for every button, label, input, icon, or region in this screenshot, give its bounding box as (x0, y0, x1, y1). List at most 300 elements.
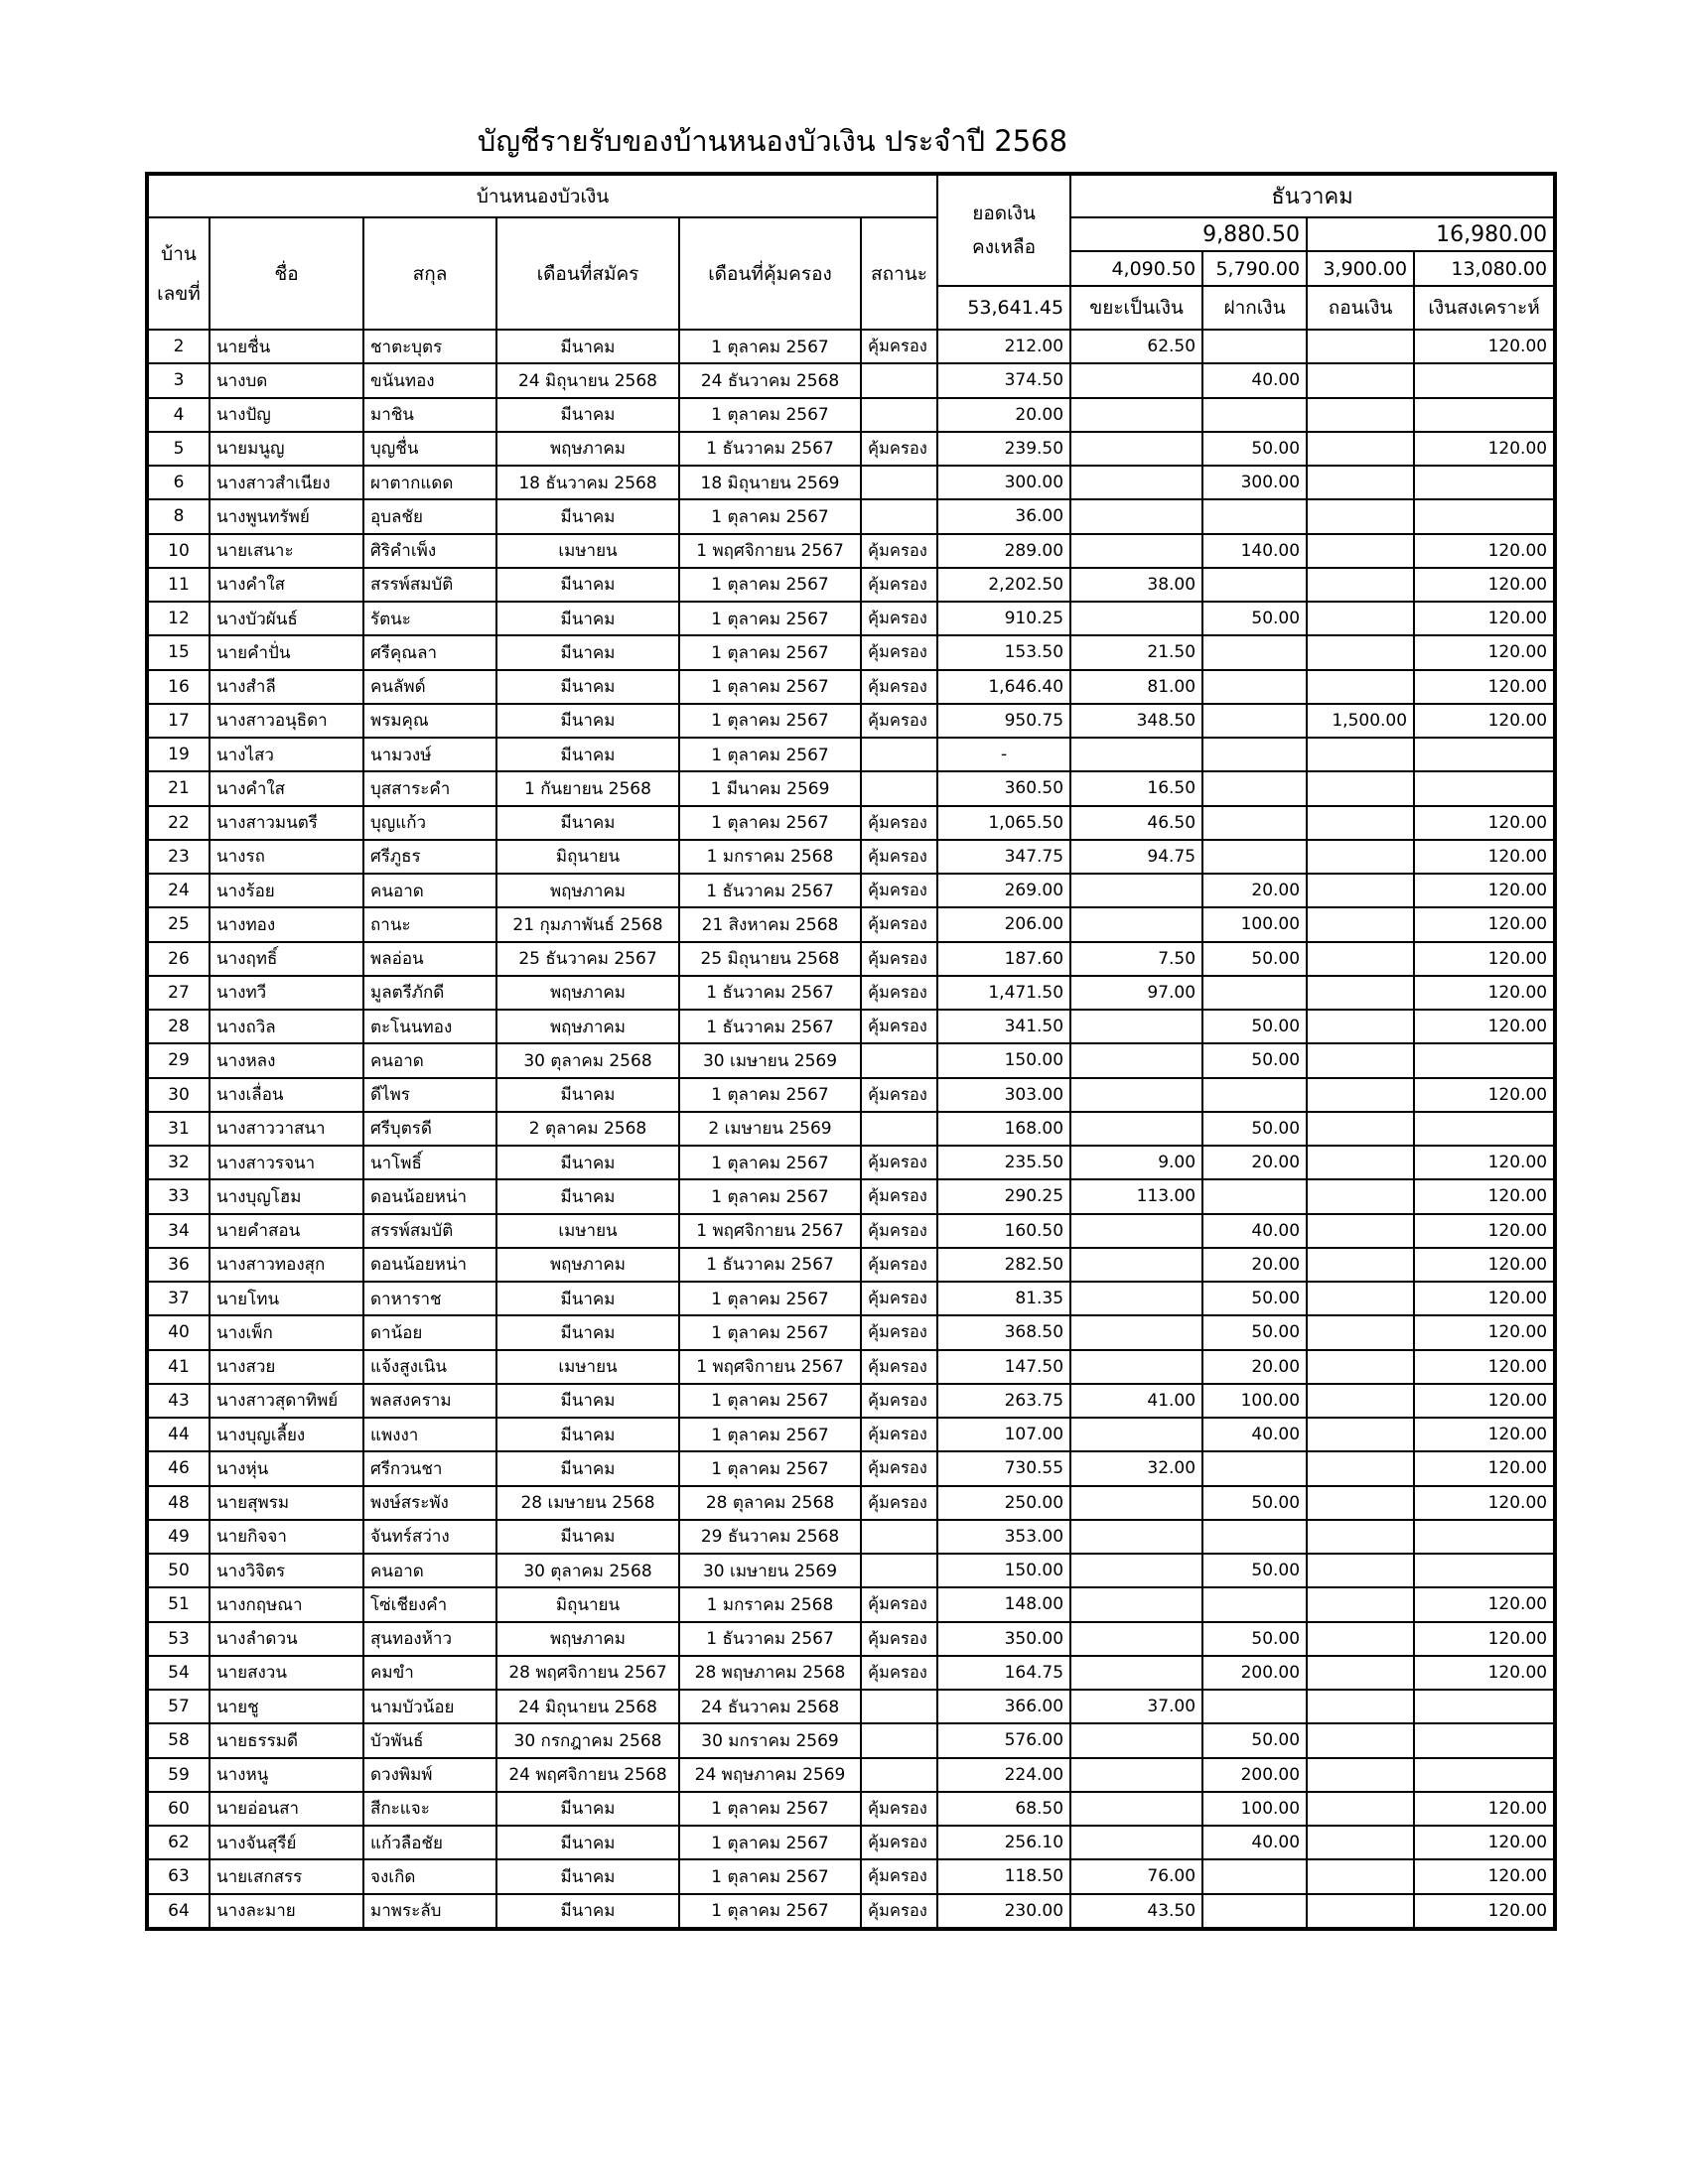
house-no-cell: 28 (148, 1010, 210, 1043)
subtotal-recycle: 4,090.50 (1070, 251, 1202, 286)
house-no-cell: 31 (148, 1112, 210, 1146)
status-cell (861, 1554, 937, 1587)
balance-cell: 263.75 (937, 1384, 1070, 1418)
recycle-cell: 21.50 (1070, 635, 1202, 669)
recycle-cell (1070, 738, 1202, 771)
apply-month-cell: เมษายน (496, 1214, 679, 1248)
recycle-cell: 38.00 (1070, 568, 1202, 602)
subtotal-welfare: 13,080.00 (1414, 251, 1554, 286)
coverage-month-cell: 1 พฤศจิกายน 2567 (679, 534, 861, 568)
deposit-cell: 50.00 (1202, 1043, 1307, 1077)
apply-month-cell: มีนาคม (496, 330, 679, 363)
withdraw-cell (1307, 1010, 1414, 1043)
table-row (148, 704, 1554, 738)
recycle-cell (1070, 466, 1202, 499)
apply-month-cell: 1 กันยายน 2568 (496, 771, 679, 805)
deposit-cell: 50.00 (1202, 602, 1307, 635)
table-row (148, 432, 1554, 466)
recycle-cell: 76.00 (1070, 1859, 1202, 1893)
status-cell: คุ้มครอง (861, 330, 937, 363)
deposit-cell (1202, 738, 1307, 771)
welfare-cell (1414, 1723, 1554, 1757)
withdraw-cell (1307, 670, 1414, 704)
name-cell: นายคำสอน (210, 1214, 363, 1248)
coverage-month-cell: 1 ตุลาคม 2567 (679, 1826, 861, 1859)
house-no-cell: 12 (148, 602, 210, 635)
apply-month-cell: มีนาคม (496, 738, 679, 771)
welfare-cell: 120.00 (1414, 840, 1554, 874)
deposit-cell (1202, 635, 1307, 669)
coverage-month-cell: 28 ตุลาคม 2568 (679, 1486, 861, 1520)
document-title: บัญชีรายรับของบ้านหนองบัวเงิน ประจำปี 2568 (477, 124, 1068, 158)
apply-month-cell: เมษายน (496, 1350, 679, 1384)
recycle-cell (1070, 1587, 1202, 1621)
coverage-month-cell: 1 ตุลาคม 2567 (679, 1078, 861, 1112)
apply-month-cell: 21 กุมภาพันธ์ 2568 (496, 907, 679, 941)
surname-cell: นามวงษ์ (363, 738, 496, 771)
balance-cell: 68.50 (937, 1792, 1070, 1826)
house-no-cell: 26 (148, 942, 210, 976)
coverage-month-cell: 1 ตุลาคม 2567 (679, 1179, 861, 1213)
deposit-cell (1202, 806, 1307, 840)
recycle-cell (1070, 1723, 1202, 1757)
recycle-cell (1070, 1282, 1202, 1315)
withdraw-cell (1307, 635, 1414, 669)
table-row (148, 1350, 1554, 1384)
recycle-cell (1070, 1656, 1202, 1690)
name-cell: นางสาวทองสุก (210, 1248, 363, 1282)
apply-month-cell: มิถุนายน (496, 1587, 679, 1621)
recycle-cell: 113.00 (1070, 1179, 1202, 1213)
withdraw-header: ถอนเงิน (1307, 286, 1414, 330)
withdraw-cell (1307, 1315, 1414, 1349)
status-cell: คุ้มครอง (861, 1078, 937, 1112)
apply-month-cell: 28 พฤศจิกายน 2567 (496, 1656, 679, 1690)
welfare-header: เงินสงเคราะห์ (1414, 286, 1554, 330)
coverage-month-cell: 1 ตุลาคม 2567 (679, 568, 861, 602)
name-cell: นายชื่น (210, 330, 363, 363)
apply-month-cell: มีนาคม (496, 1384, 679, 1418)
apply-month-cell: พฤษภาคม (496, 1248, 679, 1282)
balance-cell: 164.75 (937, 1656, 1070, 1690)
balance-cell: 1,471.50 (937, 976, 1070, 1010)
status-cell: คุ้มครอง (861, 635, 937, 669)
name-cell: นางสวย (210, 1350, 363, 1384)
withdraw-cell (1307, 840, 1414, 874)
coverage-month-cell: 1 พฤศจิกายน 2567 (679, 1214, 861, 1248)
house-no-cell: 43 (148, 1384, 210, 1418)
table-row (148, 330, 1554, 363)
welfare-cell: 120.00 (1414, 330, 1554, 363)
coverage-month-cell: 30 มกราคม 2569 (679, 1723, 861, 1757)
name-cell: นางเลื่อน (210, 1078, 363, 1112)
table-row (148, 738, 1554, 771)
status-cell: คุ้มครอง (861, 907, 937, 941)
status-cell: คุ้มครอง (861, 670, 937, 704)
welfare-cell: 120.00 (1414, 1894, 1554, 1928)
apply-month-cell: มีนาคม (496, 1179, 679, 1213)
welfare-cell (1414, 1520, 1554, 1554)
apply-month-cell: มีนาคม (496, 1451, 679, 1485)
table-row (148, 976, 1554, 1010)
welfare-cell: 120.00 (1414, 1418, 1554, 1451)
status-cell: คุ้มครอง (861, 1418, 937, 1451)
surname-cell: จงเกิด (363, 1859, 496, 1893)
table-row (148, 1656, 1554, 1690)
name-cell: นางพูนทรัพย์ (210, 499, 363, 533)
balance-header (937, 175, 1070, 286)
house-no-cell: 6 (148, 466, 210, 499)
surname-cell: คนอาด (363, 1554, 496, 1587)
withdraw-cell (1307, 771, 1414, 805)
name-cell: นางกฤษณา (210, 1587, 363, 1621)
status-cell (861, 1520, 937, 1554)
coverage-month-cell: 30 เมษายน 2569 (679, 1554, 861, 1587)
withdraw-cell (1307, 1792, 1414, 1826)
deposit-cell (1202, 499, 1307, 533)
welfare-cell: 120.00 (1414, 1622, 1554, 1656)
withdraw-cell (1307, 1758, 1414, 1792)
recycle-cell (1070, 1792, 1202, 1826)
name-cell: นายธรรมดี (210, 1723, 363, 1757)
group-total-1: 9,880.50 (1070, 217, 1307, 251)
welfare-cell (1414, 771, 1554, 805)
recycle-cell: 9.00 (1070, 1146, 1202, 1179)
balance-cell: 160.50 (937, 1214, 1070, 1248)
table-row (148, 1248, 1554, 1282)
surname-cell: อุบลชัย (363, 499, 496, 533)
status-cell (861, 398, 937, 432)
deposit-cell: 50.00 (1202, 942, 1307, 976)
status-cell: คุ้มครอง (861, 1656, 937, 1690)
balance-cell: 20.00 (937, 398, 1070, 432)
deposit-cell: 20.00 (1202, 1146, 1307, 1179)
coverage-month-cell: 30 เมษายน 2569 (679, 1043, 861, 1077)
table-row (148, 1486, 1554, 1520)
withdraw-cell (1307, 1859, 1414, 1893)
name-cell: นายชู (210, 1690, 363, 1723)
welfare-cell: 120.00 (1414, 1214, 1554, 1248)
surname-cell: แก้วลือชัย (363, 1826, 496, 1859)
withdraw-cell (1307, 1214, 1414, 1248)
house-no-cell: 60 (148, 1792, 210, 1826)
welfare-cell: 120.00 (1414, 1010, 1554, 1043)
coverage-month-cell: 1 พฤศจิกายน 2567 (679, 1350, 861, 1384)
name-cell: นางรถ (210, 840, 363, 874)
withdraw-cell (1307, 1656, 1414, 1690)
welfare-cell: 120.00 (1414, 1826, 1554, 1859)
coverage-month-cell: 1 ตุลาคม 2567 (679, 1792, 861, 1826)
balance-cell: 118.50 (937, 1859, 1070, 1893)
name-cell: นางบด (210, 363, 363, 397)
balance-cell: 81.35 (937, 1282, 1070, 1315)
table-row (148, 568, 1554, 602)
welfare-cell: 120.00 (1414, 1859, 1554, 1893)
balance-cell: 269.00 (937, 874, 1070, 907)
name-cell: นางวิจิตร (210, 1554, 363, 1587)
deposit-cell (1202, 1587, 1307, 1621)
table-row (148, 907, 1554, 941)
recycle-cell: 32.00 (1070, 1451, 1202, 1485)
apply-month-cell: 30 ตุลาคม 2568 (496, 1043, 679, 1077)
surname-cell: ศรีภูธร (363, 840, 496, 874)
status-cell: คุ้มครอง (861, 568, 937, 602)
apply-month-cell: พฤษภาคม (496, 1010, 679, 1043)
apply-month-cell: มีนาคม (496, 1792, 679, 1826)
surname-cell: ศรีคุณลา (363, 635, 496, 669)
deposit-cell (1202, 398, 1307, 432)
recycle-cell: 97.00 (1070, 976, 1202, 1010)
surname-cell: คมขำ (363, 1656, 496, 1690)
deposit-cell (1202, 1520, 1307, 1554)
withdraw-cell (1307, 1384, 1414, 1418)
name-cell: นางปัญ (210, 398, 363, 432)
status-cell (861, 1690, 937, 1723)
coverage-month-cell: 1 ธันวาคม 2567 (679, 1010, 861, 1043)
coverage-month-cell: 24 ธันวาคม 2568 (679, 363, 861, 397)
table-row (148, 1010, 1554, 1043)
recycle-cell (1070, 1315, 1202, 1349)
deposit-cell: 50.00 (1202, 1622, 1307, 1656)
coverage-month-cell: 1 ตุลาคม 2567 (679, 602, 861, 635)
balance-cell: 353.00 (937, 1520, 1070, 1554)
table-row (148, 635, 1554, 669)
balance-cell: 239.50 (937, 432, 1070, 466)
status-cell: คุ้มครอง (861, 1248, 937, 1282)
balance-cell: 107.00 (937, 1418, 1070, 1451)
coverage-month-cell: 28 พฤษภาคม 2568 (679, 1656, 861, 1690)
table-row (148, 670, 1554, 704)
status-cell (861, 1758, 937, 1792)
surname-cell: ดอนน้อยหน่า (363, 1179, 496, 1213)
recycle-cell (1070, 1112, 1202, 1146)
house-no-cell: 46 (148, 1451, 210, 1485)
name-cell: นางสาวมนตรี (210, 806, 363, 840)
status-cell: คุ้มครอง (861, 1894, 937, 1928)
table-row (148, 1792, 1554, 1826)
surname-cell: ดอนน้อยหน่า (363, 1248, 496, 1282)
balance-cell: 360.50 (937, 771, 1070, 805)
withdraw-cell (1307, 534, 1414, 568)
coverage-month-cell: 18 มิถุนายน 2569 (679, 466, 861, 499)
coverage-month-cell: 1 ตุลาคม 2567 (679, 806, 861, 840)
withdraw-cell (1307, 1179, 1414, 1213)
surname-cell: แพงงา (363, 1418, 496, 1451)
subtotal-withdraw: 3,900.00 (1307, 251, 1414, 286)
name-cell: นางคำใส (210, 771, 363, 805)
status-cell: คุ้มครอง (861, 1587, 937, 1621)
apply-month-cell: มีนาคม (496, 1315, 679, 1349)
apply-month-cell: พฤษภาคม (496, 432, 679, 466)
withdraw-cell (1307, 1622, 1414, 1656)
surname-cell: ดาน้อย (363, 1315, 496, 1349)
table-row (148, 1315, 1554, 1349)
withdraw-cell (1307, 466, 1414, 499)
table-row (148, 1282, 1554, 1315)
house-no-cell: 3 (148, 363, 210, 397)
table-row (148, 1587, 1554, 1621)
balance-cell: 1,646.40 (937, 670, 1070, 704)
surname-cell: ศรีกวนชา (363, 1451, 496, 1485)
apply-month-cell: มีนาคม (496, 1826, 679, 1859)
withdraw-cell (1307, 398, 1414, 432)
deposit-cell (1202, 976, 1307, 1010)
withdraw-cell (1307, 976, 1414, 1010)
house-no-cell: 15 (148, 635, 210, 669)
name-cell: นางบัวผันธ์ (210, 602, 363, 635)
apply-month-cell: มีนาคม (496, 602, 679, 635)
house-no-cell: 32 (148, 1146, 210, 1179)
status-header: สถานะ (861, 217, 937, 330)
name-cell: นางหนู (210, 1758, 363, 1792)
recycle-cell (1070, 363, 1202, 397)
withdraw-cell (1307, 1520, 1414, 1554)
coverage-month-cell: 1 มกราคม 2568 (679, 1587, 861, 1621)
status-cell: คุ้มครอง (861, 840, 937, 874)
table-row (148, 1112, 1554, 1146)
withdraw-cell (1307, 363, 1414, 397)
recycle-cell: 81.00 (1070, 670, 1202, 704)
surname-cell: นาโพธิ์ (363, 1146, 496, 1179)
welfare-cell: 120.00 (1414, 635, 1554, 669)
status-cell: คุ้มครอง (861, 1486, 937, 1520)
table-row (148, 1622, 1554, 1656)
house-no-cell: 49 (148, 1520, 210, 1554)
table-row (148, 942, 1554, 976)
withdraw-cell (1307, 1826, 1414, 1859)
status-cell (861, 466, 937, 499)
coverage-month-cell: 1 ตุลาคม 2567 (679, 1894, 861, 1928)
deposit-cell: 20.00 (1202, 874, 1307, 907)
house-no-cell: 27 (148, 976, 210, 1010)
name-cell: นางสาวอนุธิดา (210, 704, 363, 738)
coverage-month-cell: 1 ธันวาคม 2567 (679, 874, 861, 907)
name-cell: นายสุพรม (210, 1486, 363, 1520)
recycle-cell (1070, 1078, 1202, 1112)
name-cell: นางทวี (210, 976, 363, 1010)
status-cell: คุ้มครอง (861, 874, 937, 907)
recycle-cell (1070, 1554, 1202, 1587)
name-cell: นางสาวสุดาทิพย์ (210, 1384, 363, 1418)
deposit-cell (1202, 1179, 1307, 1213)
house-no-cell: 24 (148, 874, 210, 907)
coverage-month-cell: 1 ตุลาคม 2567 (679, 738, 861, 771)
name-cell: นางคำใส (210, 568, 363, 602)
balance-cell: 187.60 (937, 942, 1070, 976)
recycle-cell (1070, 1826, 1202, 1859)
house-no-cell: 62 (148, 1826, 210, 1859)
welfare-cell (1414, 398, 1554, 432)
name-cell: นางบุญเลี้ยง (210, 1418, 363, 1451)
house-no-cell: 53 (148, 1622, 210, 1656)
surname-cell: พลอ่อน (363, 942, 496, 976)
apply-month-cell: มีนาคม (496, 670, 679, 704)
balance-cell: 230.00 (937, 1894, 1070, 1928)
apply-month-cell: มีนาคม (496, 499, 679, 533)
deposit-cell: 40.00 (1202, 363, 1307, 397)
withdraw-cell (1307, 1690, 1414, 1723)
deposit-cell: 200.00 (1202, 1758, 1307, 1792)
welfare-cell: 120.00 (1414, 1078, 1554, 1112)
deposit-cell (1202, 840, 1307, 874)
recycle-cell (1070, 1010, 1202, 1043)
withdraw-cell (1307, 874, 1414, 907)
withdraw-cell (1307, 1078, 1414, 1112)
name-cell: นายสงวน (210, 1656, 363, 1690)
apply-month-cell: มีนาคม (496, 1282, 679, 1315)
subtotal-deposit: 5,790.00 (1202, 251, 1307, 286)
balance-header-line1: ยอดเงิน (972, 203, 1036, 224)
status-cell: คุ้มครอง (861, 1146, 937, 1179)
table-row (148, 874, 1554, 907)
status-cell: คุ้มครอง (861, 1350, 937, 1384)
name-cell: นายเสนาะ (210, 534, 363, 568)
house-no-cell: 2 (148, 330, 210, 363)
welfare-cell: 120.00 (1414, 1486, 1554, 1520)
recycle-cell (1070, 1418, 1202, 1451)
coverage-month-cell: 1 ตุลาคม 2567 (679, 670, 861, 704)
apply-month-cell: มีนาคม (496, 1078, 679, 1112)
table-row (148, 771, 1554, 805)
withdraw-cell (1307, 1723, 1414, 1757)
welfare-cell: 120.00 (1414, 907, 1554, 941)
apply-month-cell: 30 ตุลาคม 2568 (496, 1554, 679, 1587)
coverage-month-cell: 1 ตุลาคม 2567 (679, 1859, 861, 1893)
withdraw-cell (1307, 1112, 1414, 1146)
name-cell: นายมนูญ (210, 432, 363, 466)
deposit-cell (1202, 1078, 1307, 1112)
table-row (148, 1179, 1554, 1213)
deposit-cell: 140.00 (1202, 534, 1307, 568)
withdraw-cell (1307, 942, 1414, 976)
table-row (148, 1826, 1554, 1859)
withdraw-cell (1307, 568, 1414, 602)
table-row (148, 398, 1554, 432)
status-cell: คุ้มครอง (861, 942, 937, 976)
table-row (148, 1758, 1554, 1792)
balance-cell: 206.00 (937, 907, 1070, 941)
house-no-cell: 8 (148, 499, 210, 533)
house-no-cell: 19 (148, 738, 210, 771)
balance-cell: 950.75 (937, 704, 1070, 738)
balance-cell: 150.00 (937, 1043, 1070, 1077)
apply-month-cell: เมษายน (496, 534, 679, 568)
name-cell: นางถวิล (210, 1010, 363, 1043)
withdraw-cell (1307, 907, 1414, 941)
recycle-cell: 46.50 (1070, 806, 1202, 840)
welfare-cell: 120.00 (1414, 568, 1554, 602)
coverage-month-cell: 21 สิงหาคม 2568 (679, 907, 861, 941)
status-cell (861, 1723, 937, 1757)
welfare-cell (1414, 1112, 1554, 1146)
house-no-line2: เลขที่ (157, 282, 201, 305)
withdraw-cell (1307, 806, 1414, 840)
surname-cell: ศรีบุตรดี (363, 1112, 496, 1146)
status-cell: คุ้มครอง (861, 1859, 937, 1893)
house-no-cell: 30 (148, 1078, 210, 1112)
house-no-cell: 48 (148, 1486, 210, 1520)
name-cell: นางสาวรจนา (210, 1146, 363, 1179)
house-no-cell: 51 (148, 1587, 210, 1621)
balance-cell: 368.50 (937, 1315, 1070, 1349)
status-cell (861, 771, 937, 805)
surname-cell: คนอาด (363, 1043, 496, 1077)
coverage-month-cell: 29 ธันวาคม 2568 (679, 1520, 861, 1554)
coverage-month-cell: 24 ธันวาคม 2568 (679, 1690, 861, 1723)
apply-month-cell: มีนาคม (496, 635, 679, 669)
recycle-cell (1070, 602, 1202, 635)
status-cell (861, 1112, 937, 1146)
